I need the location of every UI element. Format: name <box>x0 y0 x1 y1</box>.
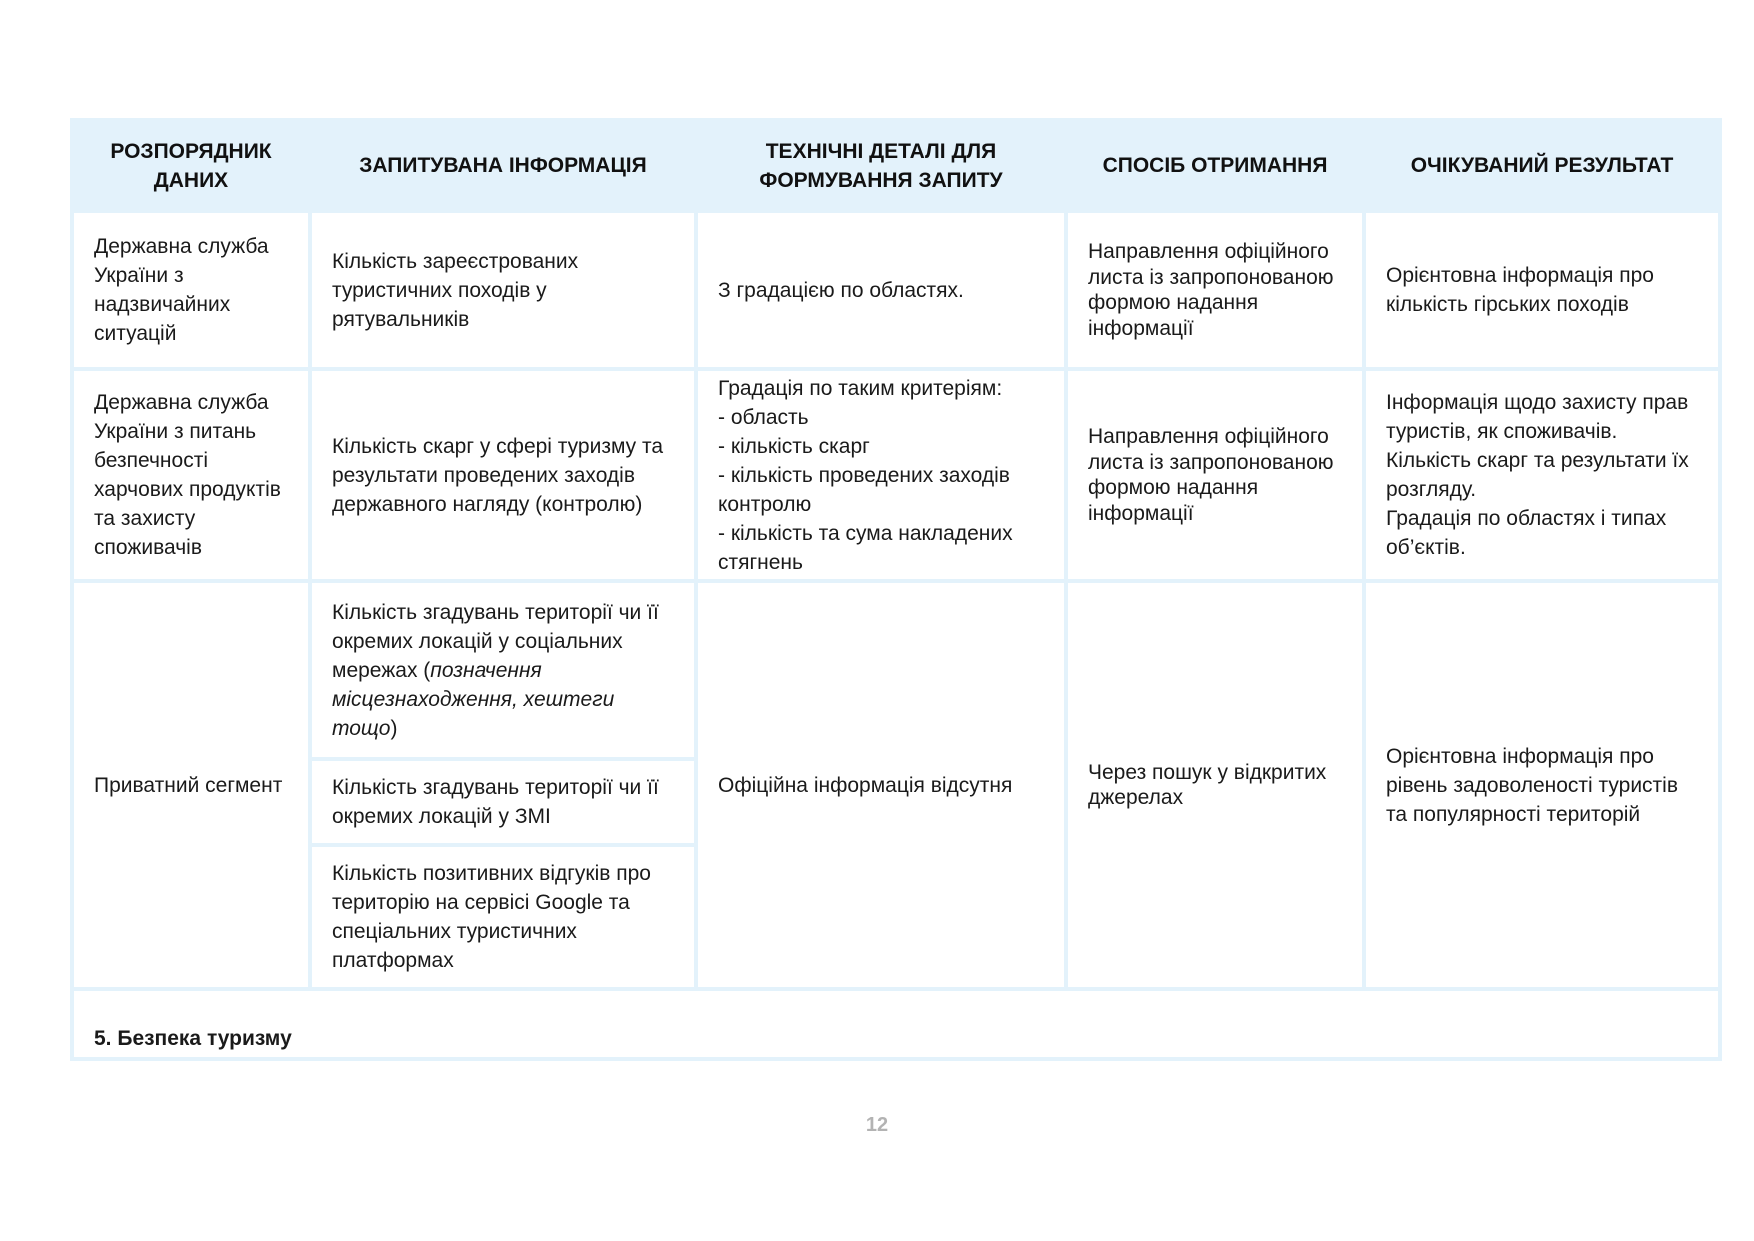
cell-method: Направлення офіційного листа із запропонованою формою надання інформації <box>1068 371 1362 579</box>
requested-text: Кількість згадувань території чи її окремих локацій у соціальних мережах ( <box>332 600 659 682</box>
details-line: Градація по таким критеріям: <box>718 376 1003 400</box>
result-line: Градація по областях і типах об’єктів. <box>1386 507 1667 559</box>
cell-owner: Державна служба України з надзвичайних ситуацій <box>74 213 308 367</box>
data-request-table <box>70 118 1722 1061</box>
cell-owner: Приватний сегмент <box>74 583 308 987</box>
requested-italic-text: позначення місцезнаходження, хештеги тощо <box>332 658 615 740</box>
result-line: Інформація щодо захисту прав туристів, як споживачів. <box>1386 391 1689 443</box>
cell-result: Орієнтовна інформація про рівень задоволеності туристів та популярності територій <box>1366 583 1718 987</box>
cell-requested: Кількість позитивних відгуків про територію на сервісі Google та спеціальних туристичних платформах <box>312 847 694 987</box>
cell-requested: Кількість згадувань території чи її окремих локацій у ЗМІ <box>312 761 694 843</box>
cell-details: З градацією по областях. <box>698 213 1064 367</box>
cell-owner: Державна служба України з питань безпечності харчових продуктів та захисту споживачів <box>74 371 308 579</box>
page-number: 12 <box>865 1114 889 1136</box>
section-row <box>74 991 1718 1057</box>
header-expected-result: ОЧІКУВАНИЙ РЕЗУЛЬТАТ <box>1366 122 1718 209</box>
cell-requested <box>312 583 694 757</box>
details-line: - область <box>718 405 809 429</box>
cell-result <box>1366 371 1718 579</box>
cell-requested: Кількість зареєстрованих туристичних походів у рятувальників <box>312 213 694 367</box>
details-line: - кількість проведених заходів контролю <box>718 463 1010 516</box>
header-retrieval-method: СПОСІБ ОТРИМАННЯ <box>1068 122 1362 209</box>
cell-method: Через пошук у відкритих джерелах <box>1068 583 1362 987</box>
cell-result: Орієнтовна інформація про кількість гірських походів <box>1366 213 1718 367</box>
table-header-row <box>74 122 1718 209</box>
details-line: - кількість скарг <box>718 434 870 458</box>
header-data-owner: РОЗПОРЯДНИК ДАНИХ <box>74 122 308 209</box>
header-requested-info: ЗАПИТУВАНА ІНФОРМАЦІЯ <box>312 122 694 209</box>
header-technical-details: ТЕХНІЧНІ ДЕТАЛІ ДЛЯ ФОРМУВАННЯ ЗАПИТУ <box>698 122 1064 209</box>
table-row <box>74 371 1718 579</box>
result-line: Кількість скарг та результати їх розгляду. <box>1386 449 1689 501</box>
cell-details: Офіційна інформація відсутня <box>698 583 1064 987</box>
requested-text: ) <box>390 716 398 740</box>
cell-details <box>698 371 1064 579</box>
section-title: 5. Безпека туризму <box>74 991 1718 1057</box>
cell-method: Направлення офіційного листа із запропонованою формою надання інформації <box>1068 213 1362 367</box>
cell-requested: Кількість скарг у сфері туризму та результати проведених заходів державного нагляду (контролю) <box>312 371 694 579</box>
table-row <box>74 583 1718 757</box>
details-line: - кількість та сума накладених стягнень <box>718 521 1013 574</box>
table-row <box>74 213 1718 367</box>
